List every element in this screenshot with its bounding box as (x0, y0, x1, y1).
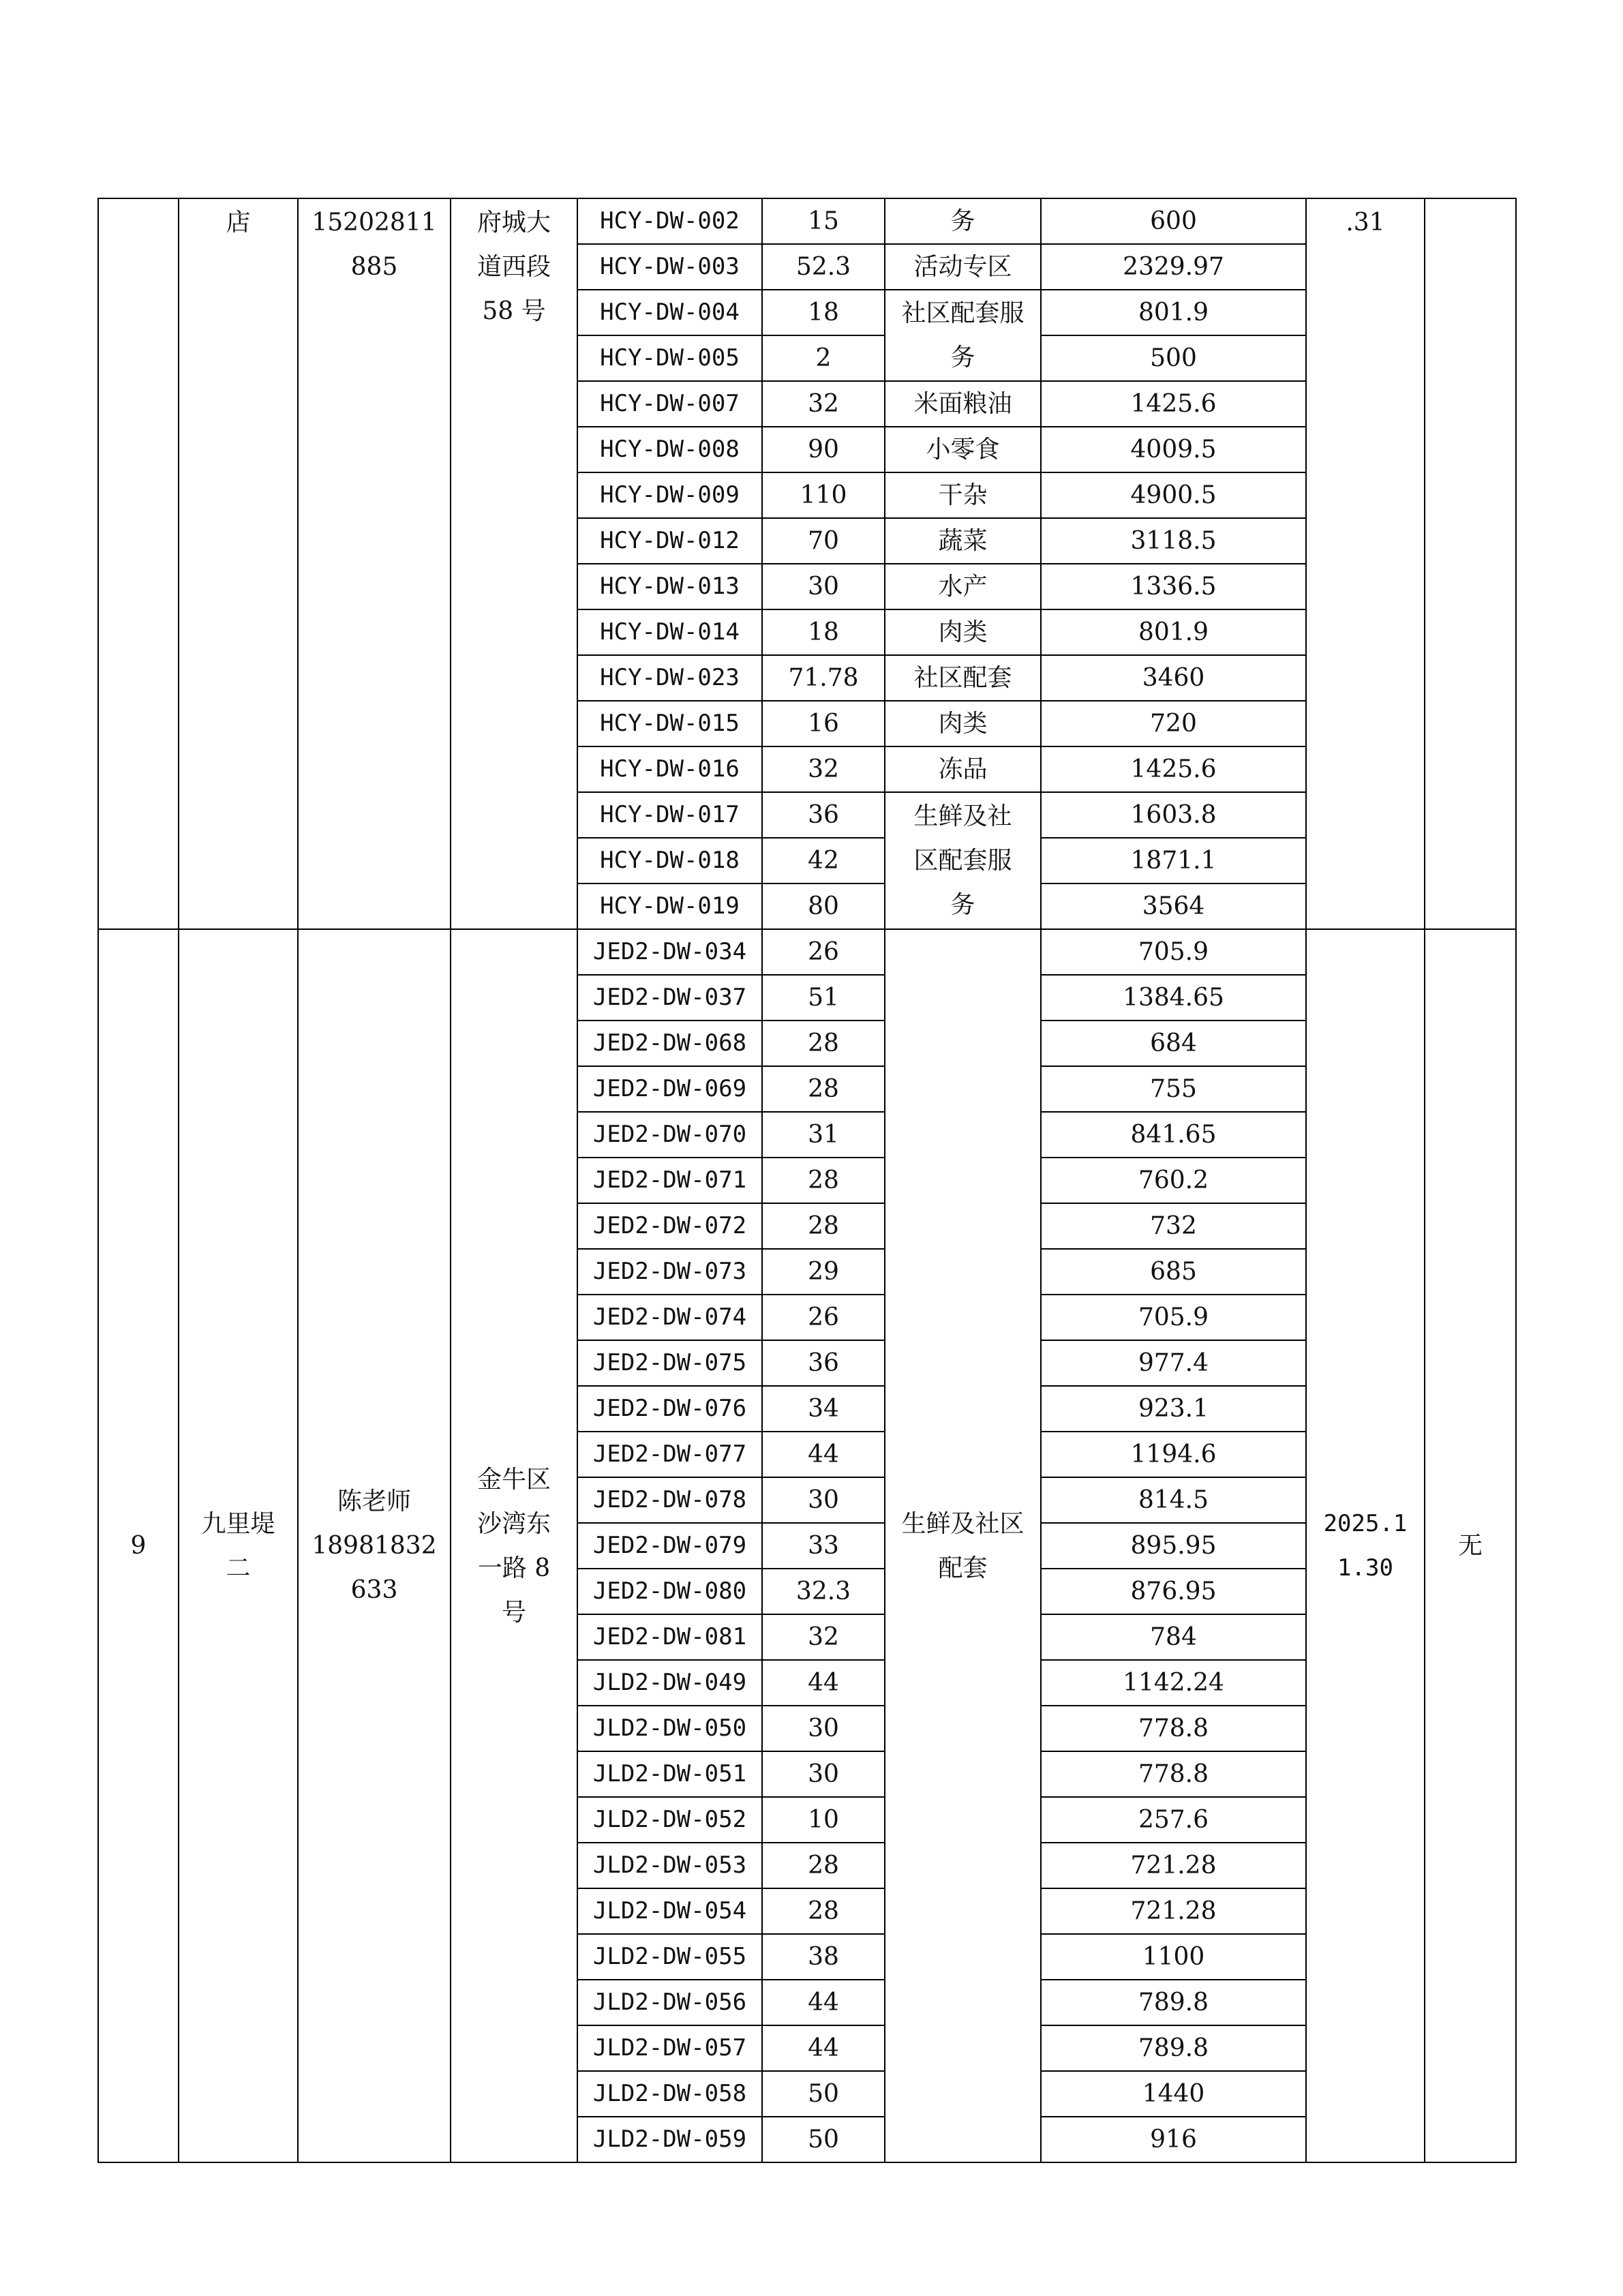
lease-table (97, 198, 1517, 2163)
area-cell: 32 (762, 1614, 885, 1660)
unit-code-cell: HCY-DW-003 (577, 244, 762, 290)
unit-code-cell: JED2-DW-081 (577, 1614, 762, 1660)
use-cell: 务 (885, 198, 1041, 244)
rent-cell: 3118.5 (1041, 518, 1306, 564)
area-cell: 28 (762, 1203, 885, 1249)
area-cell: 70 (762, 518, 885, 564)
unit-code-cell: JED2-DW-080 (577, 1569, 762, 1614)
rent-cell: 789.8 (1041, 2025, 1306, 2071)
area-cell: 29 (762, 1249, 885, 1295)
rent-cell: 814.5 (1041, 1477, 1306, 1523)
area-cell: 26 (762, 1295, 885, 1340)
area-cell: 28 (762, 1158, 885, 1203)
rent-cell: 895.95 (1041, 1523, 1306, 1569)
unit-code-cell: JED2-DW-068 (577, 1021, 762, 1066)
unit-code-cell: JLD2-DW-052 (577, 1797, 762, 1843)
rent-cell: 841.65 (1041, 1112, 1306, 1158)
rent-cell: 760.2 (1041, 1158, 1306, 1203)
rent-cell: 257.6 (1041, 1797, 1306, 1843)
unit-code-cell: JLD2-DW-056 (577, 1980, 762, 2025)
area-cell: 90 (762, 427, 885, 472)
rent-cell: 2329.97 (1041, 244, 1306, 290)
area-cell: 34 (762, 1386, 885, 1432)
area-cell: 16 (762, 701, 885, 746)
unit-code-cell: JLD2-DW-054 (577, 1888, 762, 1934)
use-cell: 肉类 (885, 701, 1041, 746)
unit-code-cell: HCY-DW-008 (577, 427, 762, 472)
unit-code-cell: JED2-DW-075 (577, 1340, 762, 1386)
area-cell: 30 (762, 1477, 885, 1523)
unit-code-cell: HCY-DW-019 (577, 883, 762, 929)
area-cell: 51 (762, 975, 885, 1021)
rent-cell: 778.8 (1041, 1706, 1306, 1751)
unit-code-cell: JED2-DW-069 (577, 1066, 762, 1112)
use-cell: 蔬菜 (885, 518, 1041, 564)
serial-number-cell (98, 198, 179, 929)
unit-code-cell: JED2-DW-073 (577, 1249, 762, 1295)
use-cell: 干杂 (885, 472, 1041, 518)
area-cell: 38 (762, 1934, 885, 1980)
unit-code-cell: JED2-DW-078 (577, 1477, 762, 1523)
unit-code-cell: HCY-DW-009 (577, 472, 762, 518)
rent-cell: 732 (1041, 1203, 1306, 1249)
use-cell: 小零食 (885, 427, 1041, 472)
rent-cell: 876.95 (1041, 1569, 1306, 1614)
rent-cell: 721.28 (1041, 1888, 1306, 1934)
rent-cell: 801.9 (1041, 290, 1306, 335)
unit-code-cell: JLD2-DW-058 (577, 2071, 762, 2117)
rent-cell: 1384.65 (1041, 975, 1306, 1021)
remark-cell: 无 (1425, 929, 1516, 2162)
unit-code-cell: JLD2-DW-053 (577, 1843, 762, 1888)
unit-code-cell: HCY-DW-017 (577, 792, 762, 838)
date-cell: .31 (1306, 198, 1425, 929)
unit-code-cell: HCY-DW-004 (577, 290, 762, 335)
area-cell: 31 (762, 1112, 885, 1158)
area-cell: 44 (762, 1432, 885, 1477)
rent-cell: 789.8 (1041, 1980, 1306, 2025)
contact-cell: 15202811 885 (298, 198, 451, 929)
rent-cell: 1194.6 (1041, 1432, 1306, 1477)
unit-code-cell: JED2-DW-072 (577, 1203, 762, 1249)
unit-code-cell: JLD2-DW-051 (577, 1751, 762, 1797)
unit-code-cell: HCY-DW-013 (577, 564, 762, 609)
unit-code-cell: HCY-DW-015 (577, 701, 762, 746)
use-cell: 社区配套服 务 (885, 290, 1041, 381)
rent-cell: 755 (1041, 1066, 1306, 1112)
area-cell: 52.3 (762, 244, 885, 290)
rent-cell: 684 (1041, 1021, 1306, 1066)
area-cell: 28 (762, 1066, 885, 1112)
area-cell: 28 (762, 1888, 885, 1934)
table-body (98, 198, 1516, 2162)
unit-code-cell: JED2-DW-079 (577, 1523, 762, 1569)
rent-cell: 600 (1041, 198, 1306, 244)
unit-code-cell: JED2-DW-071 (577, 1158, 762, 1203)
area-cell: 44 (762, 1660, 885, 1706)
use-cell: 米面粮油 (885, 381, 1041, 427)
area-cell: 18 (762, 290, 885, 335)
rent-cell: 705.9 (1041, 929, 1306, 975)
rent-cell: 784 (1041, 1614, 1306, 1660)
rent-cell: 705.9 (1041, 1295, 1306, 1340)
use-cell: 冻品 (885, 746, 1041, 792)
unit-code-cell: JED2-DW-076 (577, 1386, 762, 1432)
area-cell: 28 (762, 1021, 885, 1066)
rent-cell: 721.28 (1041, 1843, 1306, 1888)
date-cell: 2025.1 1.30 (1306, 929, 1425, 2162)
remark-cell (1425, 198, 1516, 929)
unit-code-cell: JED2-DW-037 (577, 975, 762, 1021)
area-cell: 71.78 (762, 655, 885, 701)
area-cell: 32 (762, 381, 885, 427)
unit-code-cell: JED2-DW-077 (577, 1432, 762, 1477)
rent-cell: 1603.8 (1041, 792, 1306, 838)
unit-code-cell: HCY-DW-014 (577, 609, 762, 655)
area-cell: 15 (762, 198, 885, 244)
area-cell: 32.3 (762, 1569, 885, 1614)
unit-code-cell: JLD2-DW-049 (577, 1660, 762, 1706)
area-cell: 30 (762, 564, 885, 609)
rent-cell: 3564 (1041, 883, 1306, 929)
area-cell: 30 (762, 1751, 885, 1797)
rent-cell: 4900.5 (1041, 472, 1306, 518)
area-cell: 33 (762, 1523, 885, 1569)
unit-code-cell: JLD2-DW-050 (577, 1706, 762, 1751)
address-cell: 金牛区 沙湾东 一路 8 号 (451, 929, 577, 2162)
rent-cell: 4009.5 (1041, 427, 1306, 472)
use-cell: 生鲜及社区 配套 (885, 929, 1041, 2162)
serial-number-cell: 9 (98, 929, 179, 2162)
unit-code-cell: HCY-DW-002 (577, 198, 762, 244)
unit-code-cell: JLD2-DW-057 (577, 2025, 762, 2071)
area-cell: 110 (762, 472, 885, 518)
area-cell: 44 (762, 1980, 885, 2025)
address-cell: 府城大 道西段 58 号 (451, 198, 577, 929)
unit-code-cell: HCY-DW-007 (577, 381, 762, 427)
rent-cell: 1425.6 (1041, 381, 1306, 427)
table-row (98, 198, 1516, 244)
area-cell: 26 (762, 929, 885, 975)
rent-cell: 1425.6 (1041, 746, 1306, 792)
rent-cell: 916 (1041, 2117, 1306, 2162)
rent-cell: 3460 (1041, 655, 1306, 701)
area-cell: 30 (762, 1706, 885, 1751)
rent-cell: 1871.1 (1041, 838, 1306, 883)
unit-code-cell: JLD2-DW-059 (577, 2117, 762, 2162)
rent-cell: 1142.24 (1041, 1660, 1306, 1706)
area-cell: 28 (762, 1843, 885, 1888)
use-cell: 活动专区 (885, 244, 1041, 290)
rent-cell: 1440 (1041, 2071, 1306, 2117)
area-cell: 80 (762, 883, 885, 929)
area-cell: 50 (762, 2117, 885, 2162)
area-cell: 36 (762, 792, 885, 838)
use-cell: 社区配套 (885, 655, 1041, 701)
store-name-cell: 店 (179, 198, 298, 929)
unit-code-cell: HCY-DW-005 (577, 335, 762, 381)
unit-code-cell: JED2-DW-070 (577, 1112, 762, 1158)
table-row (98, 929, 1516, 975)
use-cell: 生鲜及社 区配套服 务 (885, 792, 1041, 929)
rent-cell: 720 (1041, 701, 1306, 746)
rent-cell: 685 (1041, 1249, 1306, 1295)
store-name-cell: 九里堤 二 (179, 929, 298, 2162)
contact-cell: 陈老师 18981832 633 (298, 929, 451, 2162)
rent-cell: 500 (1041, 335, 1306, 381)
unit-code-cell: HCY-DW-018 (577, 838, 762, 883)
area-cell: 32 (762, 746, 885, 792)
area-cell: 42 (762, 838, 885, 883)
rent-cell: 778.8 (1041, 1751, 1306, 1797)
unit-code-cell: JLD2-DW-055 (577, 1934, 762, 1980)
use-cell: 肉类 (885, 609, 1041, 655)
unit-code-cell: HCY-DW-023 (577, 655, 762, 701)
area-cell: 10 (762, 1797, 885, 1843)
rent-cell: 801.9 (1041, 609, 1306, 655)
area-cell: 36 (762, 1340, 885, 1386)
area-cell: 44 (762, 2025, 885, 2071)
unit-code-cell: HCY-DW-012 (577, 518, 762, 564)
unit-code-cell: HCY-DW-016 (577, 746, 762, 792)
rent-cell: 923.1 (1041, 1386, 1306, 1432)
rent-cell: 1336.5 (1041, 564, 1306, 609)
area-cell: 50 (762, 2071, 885, 2117)
use-cell: 水产 (885, 564, 1041, 609)
area-cell: 18 (762, 609, 885, 655)
rent-cell: 977.4 (1041, 1340, 1306, 1386)
unit-code-cell: JED2-DW-034 (577, 929, 762, 975)
area-cell: 2 (762, 335, 885, 381)
rent-cell: 1100 (1041, 1934, 1306, 1980)
unit-code-cell: JED2-DW-074 (577, 1295, 762, 1340)
